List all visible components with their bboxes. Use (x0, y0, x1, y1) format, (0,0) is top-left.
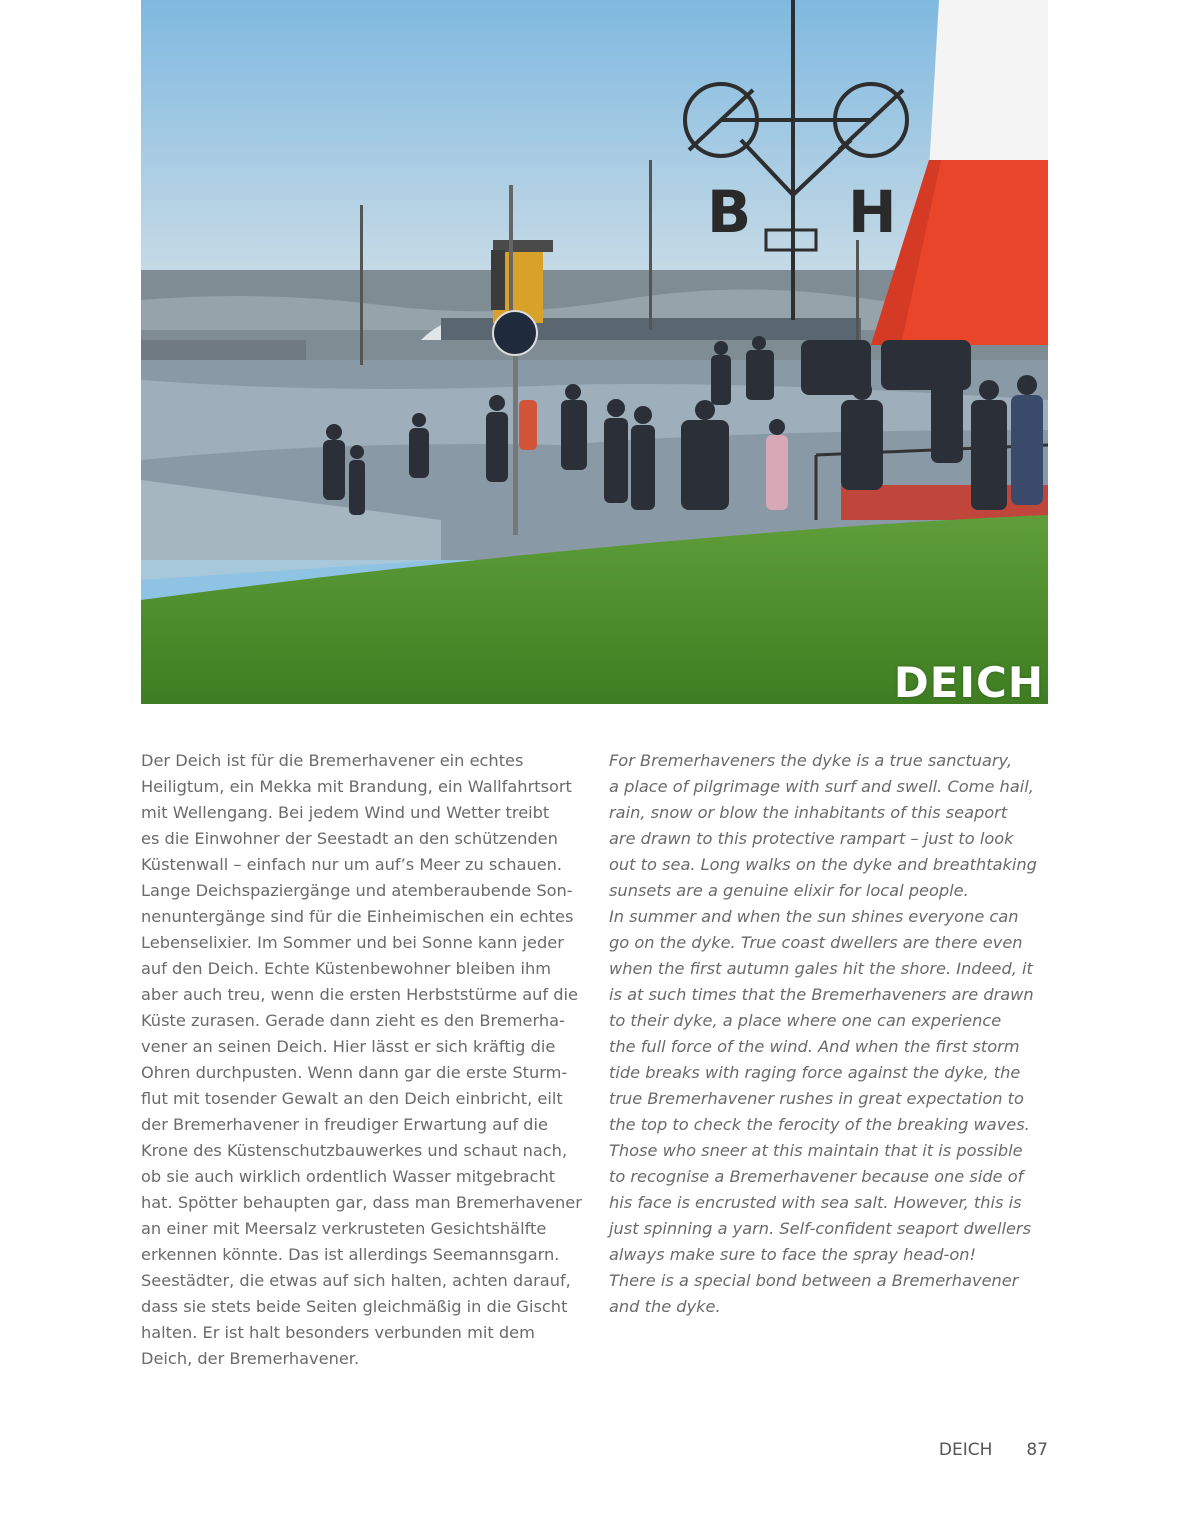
text-line: go on the dyke. True coast dwellers are there even (609, 933, 1023, 952)
text-line: halten. Er ist halt besonders verbunden mit dem (141, 1323, 535, 1342)
text-line: the top to check the ferocity of the breaking waves. (609, 1115, 1030, 1134)
text-line: es die Einwohner der Seestadt an den schützenden (141, 829, 558, 848)
text-line: flut mit tosender Gewalt an den Deich einbricht, eilt (141, 1089, 563, 1108)
dyke-storm-photo (141, 0, 1048, 704)
text-line: Deich, der Bremerhavener. (141, 1349, 360, 1368)
text-line: when the first autumn gales hit the shore. Indeed, it (609, 959, 1033, 978)
text-line: auf den Deich. Echte Küstenbewohner bleiben ihm (141, 959, 551, 978)
text-line: Lange Deichspaziergänge und atemberaubende Son- (141, 881, 573, 900)
lighthouse-white-top (929, 0, 1048, 170)
page-footer (939, 1440, 1048, 1460)
text-line: hat. Spötter behaupten gar, dass man Bremerhavener (141, 1193, 582, 1212)
text-line: Küste zurasen. Gerade dann zieht es den Bremerha- (141, 1011, 565, 1030)
text-line: tide breaks with raging force against the dyke, the (609, 1063, 1021, 1082)
text-line: Ohren durchpusten. Wenn dann gar die erste Sturm- (141, 1063, 568, 1082)
text-line: rain, snow or blow the inhabitants of this seaport (609, 803, 1008, 822)
text-line: For Bremerhaveners the dyke is a true sanctuary, (609, 751, 1013, 770)
signal-letter-b: B (707, 178, 752, 246)
text-line: Krone des Küstenschutzbauwerkes und schaut nach, (141, 1141, 568, 1160)
text-line: aber auch treu, wenn die ersten Herbststürme auf die (141, 985, 578, 1004)
traffic-sign (493, 311, 537, 355)
text-line: mit Wellengang. Bei jedem Wind und Wetter treibt (141, 803, 550, 822)
signal-letter-h: H (848, 178, 897, 246)
text-line: just spinning a yarn. Self-confident seaport dwellers (609, 1219, 1032, 1238)
text-line: are drawn to this protective rampart – just to look (609, 829, 1014, 848)
text-line: true Bremerhavener rushes in great expectation to (609, 1089, 1024, 1108)
page-number: 87 (1026, 1440, 1048, 1460)
text-line: out to sea. Long walks on the dyke and breathtaking (609, 855, 1037, 874)
text-line: is at such times that the Bremerhaveners are drawn (609, 985, 1034, 1004)
text-line: always make sure to face the spray head-on! (609, 1245, 977, 1264)
text-line: vener an seinen Deich. Hier lässt er sich kräftig die (141, 1037, 556, 1056)
text-line: der Bremerhavener in freudiger Erwartung auf die (141, 1115, 548, 1134)
text-line: Der Deich ist für die Bremerhavener ein echtes (141, 751, 524, 770)
text-line: ob sie auch wirklich ordentlich Wasser mitgebracht (141, 1167, 556, 1186)
text-line: the full force of the wind. And when the first storm (609, 1037, 1020, 1056)
text-line: There is a special bond between a Bremerhavener (609, 1271, 1019, 1290)
text-line: his face is encrusted with sea salt. However, this is (609, 1193, 1022, 1212)
text-line: Küstenwall – einfach nur um auf’s Meer zu schauen. (141, 855, 563, 874)
text-line: In summer and when the sun shines everyone can (609, 907, 1019, 926)
text-line: a place of pilgrimage with surf and swell. Come hail, (609, 777, 1034, 796)
text-line: to their dyke, a place where one can experience (609, 1011, 1002, 1030)
text-line: and the dyke. (609, 1297, 721, 1316)
english-text-column (609, 748, 1049, 1320)
german-text-column (141, 748, 591, 1372)
text-line: sunsets are a genuine elixir for local people. (609, 881, 969, 900)
text-line: erkennen könnte. Das ist allerdings Seemannsgarn. (141, 1245, 560, 1264)
text-line: an einer mit Meersalz verkrusteten Gesichtshälfte (141, 1219, 547, 1238)
text-line: Heiligtum, ein Mekka mit Brandung, ein Wallfahrtsort (141, 777, 572, 796)
text-line: Lebenselixier. Im Sommer und bei Sonne kann jeder (141, 933, 564, 952)
text-line: dass sie stets beide Seiten gleichmäßig in die Gischt (141, 1297, 568, 1316)
text-line: Seestädter, die etwas auf sich halten, achten darauf, (141, 1271, 571, 1290)
text-line: nenuntergänge sind für die Einheimischen ein echtes (141, 907, 574, 926)
text-line: to recognise a Bremerhavener because one side of (609, 1167, 1024, 1186)
footer-section-title: DEICH (938, 1440, 993, 1460)
photo-title: DEICH (893, 657, 1044, 704)
header-photo (141, 0, 1048, 704)
text-line: Those who sneer at this maintain that it is possible (609, 1141, 1023, 1160)
